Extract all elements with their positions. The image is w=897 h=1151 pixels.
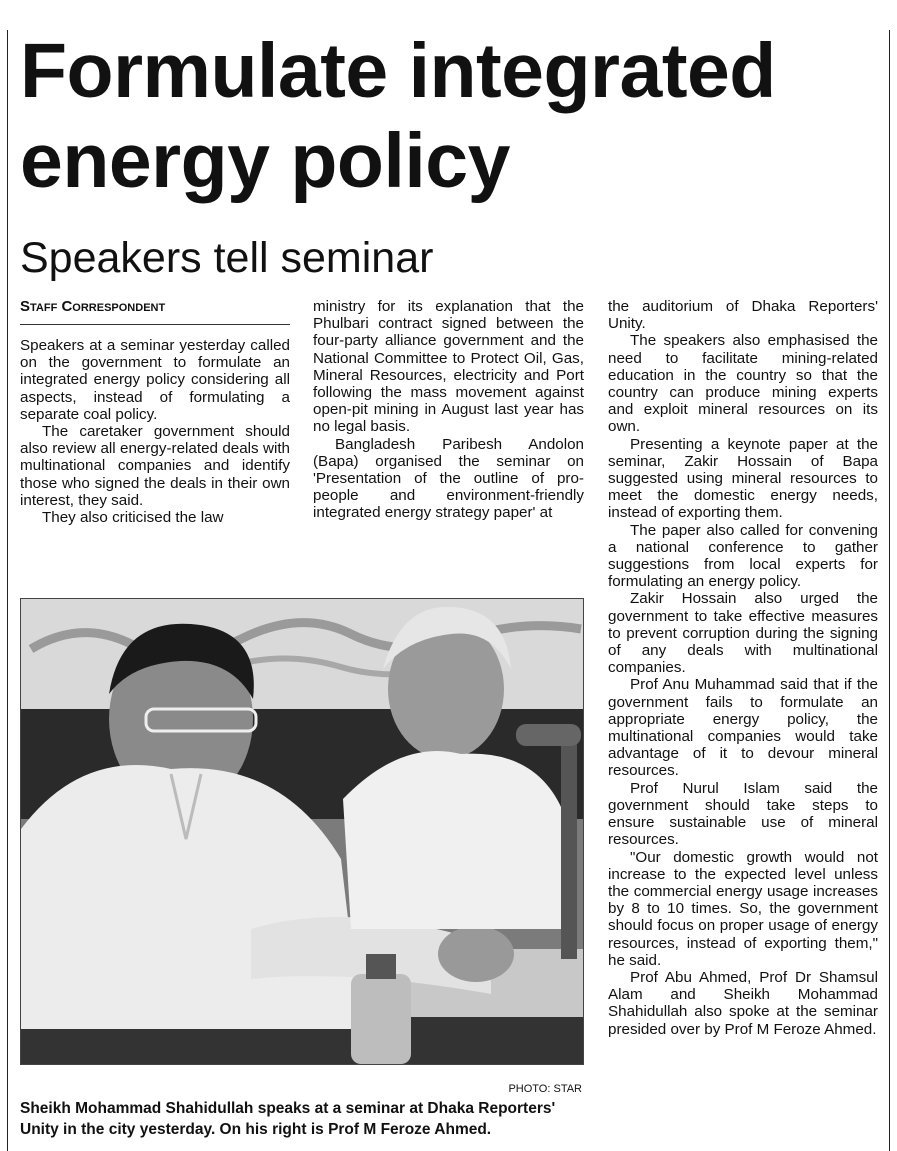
paragraph: ministry for its explanation that the Phulbari contract signed between the four-party alliance government and the National Committee to Protect Oil, Gas, Mineral Resources, electricity and Port following the mass movement against open-pit mining in August last year has no legal basis. <box>313 298 584 436</box>
article-column-1 <box>20 337 290 526</box>
paragraph: The speakers also emphasised the need to facilitate mining-related education in the country so that the country can produce mining experts and exploit mineral resources on its own. <box>608 332 878 436</box>
paragraph: The paper also called for convening a national conference to gather suggestions from local experts for formulating an energy policy. <box>608 521 878 591</box>
photo-credit: PHOTO: STAR <box>508 1083 582 1095</box>
seminar-photo <box>20 598 584 1065</box>
article-column-3 <box>608 298 878 1038</box>
paragraph: Speakers at a seminar yesterday called on the government to formulate an integrated energy policy considering all aspects, instead of formulating a separate coal policy. <box>20 337 290 423</box>
headline-line-2: energy policy <box>20 118 510 204</box>
paragraph: They also criticised the law <box>42 509 224 527</box>
paragraph: the auditorium of Dhaka Reporters' Unity. <box>608 298 878 333</box>
headline-line-1: Formulate integrated <box>20 28 776 114</box>
column-rule-left <box>7 30 8 1151</box>
headline <box>20 26 885 206</box>
paragraph: "Our domestic growth would not increase to the expected level unless the commercial energy usage increases by 8 to 10 times. So, the government should focus on proper usage of energy resources, instead of exporting them," he said. <box>608 848 878 969</box>
byline <box>20 297 290 317</box>
paragraph: Zakir Hossain also urged the government to take effective measures to prevent corruption during the signing of any deals with multinational companies. <box>608 590 878 677</box>
paragraph: Prof Abu Ahmed, Prof Dr Shamsul Alam and Sheikh Mohammad Shahidullah also spoke at the seminar presided over by Prof M Feroze Ahmed. <box>608 968 878 1038</box>
byline-rule <box>20 324 290 325</box>
byline-text: Staff Correspondent <box>20 298 166 315</box>
photo-caption: Sheikh Mohammad Shahidullah speaks at a seminar at Dhaka Reporters' Unity in the city yesterday. On his right is Prof M Feroze Ahmed. <box>20 1100 556 1138</box>
paragraph: Presenting a keynote paper at the seminar, Zakir Hossain of Bapa suggested using mineral resources to meet the domestic energy needs, instead of exporting them. <box>608 435 878 522</box>
paragraph: The caretaker government should also review all energy-related deals with multinational companies and identify those who signed the deals in their own interest, they said. <box>20 423 290 509</box>
subheadline: Speakers tell seminar <box>20 234 434 282</box>
paragraph: Prof Anu Muhammad said that if the government fails to formulate an appropriate energy policy, the multinational companies would take advantage of it to devour mineral resources. <box>608 676 878 780</box>
paragraph: Bangladesh Paribesh Andolon (Bapa) organised the seminar on 'Presentation of the outline of pro-people and environment-friendly integrated energy strategy paper' at <box>313 435 584 522</box>
column-rule-right <box>889 30 890 1151</box>
paragraph: Prof Nurul Islam said the government should take steps to ensure sustainable use of mineral resources. <box>608 779 878 849</box>
article-column-2 <box>313 298 584 522</box>
